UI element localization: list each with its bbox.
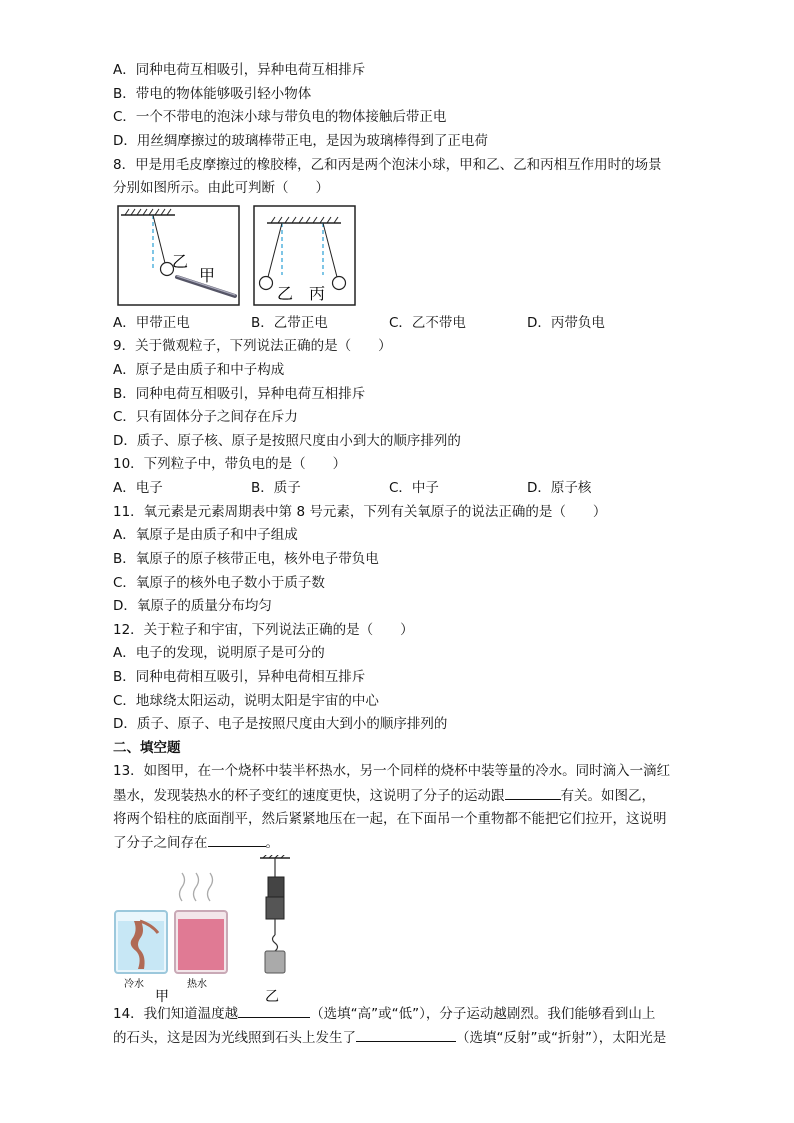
q7-option-d: D．用丝绸摩擦过的玻璃棒带正电，是因为玻璃棒得到了正电荷 xyxy=(113,133,488,149)
q7-option-a: A．同种电荷互相吸引，异种电荷互相排斥 xyxy=(113,62,366,78)
ball-bing-icon xyxy=(333,277,346,290)
q14-line1 xyxy=(113,1003,655,1024)
ball-yi-icon xyxy=(260,277,273,290)
q9-stem: 9．关于微观粒子，下列说法正确的是（ ） xyxy=(113,338,392,354)
q14-line1-text-b: （选填“高”或“低”），分子运动越剧烈。我们能够看到山上 xyxy=(310,1006,656,1022)
q13-line2 xyxy=(113,785,655,806)
q10-option-b: B．质子 xyxy=(251,480,301,496)
q12-option-d: D．质子、原子、电子是按照尺度由大到小的顺序排列的 xyxy=(113,716,448,732)
q11-option-c: C．氧原子的核外电子数小于质子数 xyxy=(113,575,325,591)
q13-line2-text-a: 墨水，发现装热水的杯子变红的速度更快，这说明了分子的运动跟 xyxy=(113,788,505,804)
left-rod-label: 甲 xyxy=(199,266,216,285)
q12-stem: 12．关于粒子和宇宙，下列说法正确的是（ ） xyxy=(113,622,414,638)
q14-line2-text-b: （选填“反射”或“折射”），太阳光是 xyxy=(456,1030,667,1046)
hot-water-label: 热水 xyxy=(187,979,207,990)
fig-yi-label: 乙 xyxy=(265,989,279,1003)
hot-water-beaker-icon xyxy=(175,911,227,973)
q11-option-b: B．氧原子的原子核带正电，核外电子带负电 xyxy=(113,551,379,567)
q13-blank-1[interactable] xyxy=(505,785,561,800)
q12-option-c: C．地球绕太阳运动，说明太阳是宇宙的中心 xyxy=(113,693,379,709)
q13-line1: 13．如图甲，在一个烧杯中装半杯热水，另一个同样的烧杯中装等量的冷水。同时滴入一滴红 xyxy=(113,763,671,779)
right-ball1-label: 乙 xyxy=(277,284,294,303)
q9-option-a: A．原子是由质子和中子构成 xyxy=(113,362,285,378)
q10-option-c: C．中子 xyxy=(389,480,439,496)
q13-line4 xyxy=(113,832,279,853)
q9-option-c: C．只有固体分子之间存在斥力 xyxy=(113,409,298,425)
fig-jia-label: 甲 xyxy=(155,989,169,1003)
q14-blank-1[interactable] xyxy=(238,1003,310,1018)
q11-option-d: D．氧原子的质量分布均匀 xyxy=(113,598,272,614)
q10-stem: 10．下列粒子中，带负电的是（ ） xyxy=(113,456,347,472)
q14-line1-text-a: 14．我们知道温度越 xyxy=(113,1006,239,1022)
section-heading: 二、填空题 xyxy=(113,740,181,756)
left-ball-label: 乙 xyxy=(172,252,189,271)
q13-line3: 将两个铅柱的底面削平，然后紧紧地压在一起，在下面吊一个重物都不能把它们拉开，这说明 xyxy=(113,811,667,827)
q13-blank-2[interactable] xyxy=(208,832,266,847)
q7-option-c: C．一个不带电的泡沫小球与带负电的物体接触后带正电 xyxy=(113,109,447,125)
q9-option-d: D．质子、原子核、原子是按照尺度由小到大的顺序排列的 xyxy=(113,433,461,449)
q11-option-a: A．氧原子是由质子和中子组成 xyxy=(113,527,298,543)
q12-option-a: A．电子的发现，说明原子是可分的 xyxy=(113,645,325,661)
q8-option-d: D．丙带负电 xyxy=(527,315,605,331)
q14-line2-text-a: 的石头，这是因为光线照到石头上发生了 xyxy=(113,1030,356,1046)
q8-figure-right xyxy=(253,205,358,307)
q8-option-a: A．甲带正电 xyxy=(113,315,190,331)
q11-stem: 11．氧元素是元素周期表中第 8 号元素，下列有关氧原子的说法正确的是（ ） xyxy=(113,504,607,520)
q13-line2-text-b: 有关。如图乙， xyxy=(560,788,655,804)
cold-water-label: 冷水 xyxy=(124,979,144,990)
q13-figure xyxy=(110,855,310,1003)
q12-option-b: B．同种电荷相互吸引，异种电荷相互排斥 xyxy=(113,669,366,685)
q9-option-b: B．同种电荷互相吸引，异种电荷互相排斥 xyxy=(113,386,366,402)
right-ball2-label: 丙 xyxy=(309,284,326,303)
q13-line4-text-a: 了分子之间存在 xyxy=(113,835,208,851)
q10-option-d: D．原子核 xyxy=(527,480,592,496)
q8-option-c: C．乙不带电 xyxy=(389,315,466,331)
q14-blank-2[interactable] xyxy=(356,1027,456,1042)
q14-line2 xyxy=(113,1027,666,1048)
q13-line4-text-b: 。 xyxy=(265,835,279,851)
q8-stem-line2: 分别如图所示。由此可判断（ ） xyxy=(113,180,329,196)
cold-water-beaker-icon xyxy=(115,911,167,973)
q7-option-b: B．带电的物体能够吸引轻小物体 xyxy=(113,86,312,102)
q10-option-a: A．电子 xyxy=(113,480,163,496)
q8-stem-line1: 8．甲是用毛皮摩擦过的橡胶棒，乙和丙是两个泡沫小球，甲和乙、乙和丙相互作用时的场景 xyxy=(113,157,662,173)
q8-figure-left xyxy=(117,205,242,307)
q8-option-b: B．乙带正电 xyxy=(251,315,328,331)
steam-icon xyxy=(180,873,213,901)
lead-cylinders-icon xyxy=(260,855,290,973)
